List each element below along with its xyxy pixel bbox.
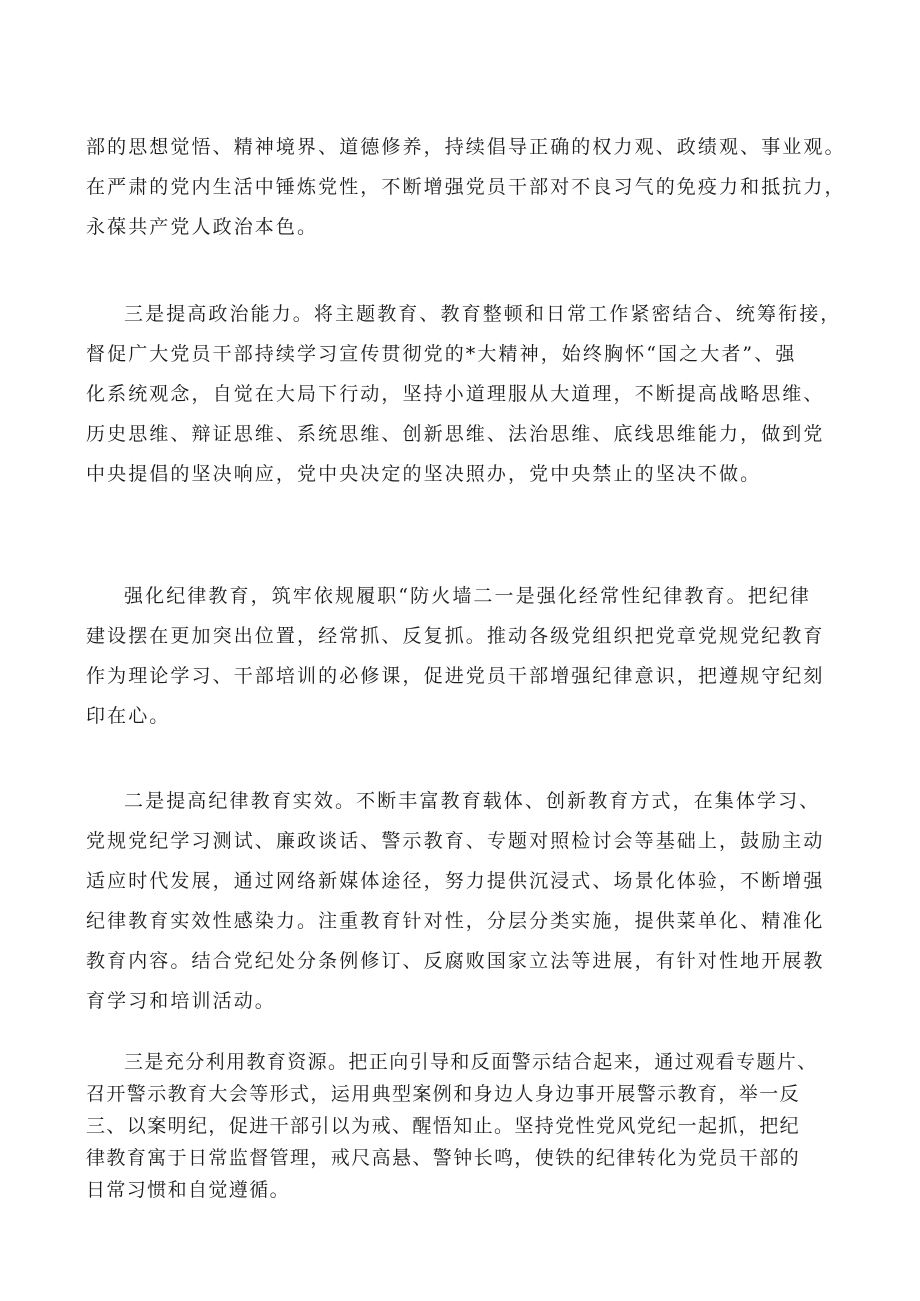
text-line: 纪律教育实效性感染力。注重教育针对性，分层分类实施，提供菜单化、精准化 [86, 910, 825, 932]
text-line: 印在心。 [86, 705, 171, 727]
text-line: 二是提高纪律教育实效。不断丰富教育载体、创新教育方式，在集体学习、 [124, 790, 821, 812]
text-line: 永葆共产党人政治本色。 [86, 216, 319, 238]
text-line: 教育内容。结合党纪处分条例修订、反腐败国家立法等进展，有针对性地开展教 [86, 950, 825, 972]
text-line: 三是充分利用教育资源。把正向引导和反面警示结合起来，通过观看专题片、 [124, 1051, 818, 1073]
text-line: 中央提倡的坚决响应，党中央决定的坚决照办，党中央禁止的坚决不做。 [86, 463, 762, 485]
text-line: 历史思维、辩证思维、系统思维、创新思维、法治思维、底线思维能力，做到党 [86, 423, 825, 445]
paragraph-discipline-education [86, 576, 856, 736]
text-line: 建设摆在更加突出位置，经常抓、反复抓。推动各级党组织把党章党规党纪教育 [86, 625, 825, 647]
text-line: 部的思想觉悟、精神境界、道德修养，持续倡导正确的权力观、政绩观、事业观。 [86, 136, 846, 158]
text-line: 三、以案明纪，促进干部引以为戒、醒悟知止。坚持党性党风党纪一起抓，把纪 [86, 1115, 801, 1137]
text-line: 督促广大党员干部持续学习宣传贯彻党的*大精神，始终胸怀“国之大者”、强 [86, 343, 797, 365]
text-line: 化系统观念，自觉在大局下行动，坚持小道理服从大道理，不断提高战略思维、 [86, 383, 825, 405]
text-line: 党规党纪学习测试、廉政谈话、警示教育、专题对照检讨会等基础上，鼓励主动 [86, 830, 825, 852]
text-line: 日常习惯和自觉遵循。 [86, 1179, 291, 1201]
text-line: 强化纪律教育，筑牢依规履职“防火墙二一是强化经常性纪律教育。把纪律 [124, 585, 812, 607]
paragraph-party-spirit [86, 127, 856, 247]
text-line: 三是提高政治能力。将主题教育、教育整顿和日常工作紧密结合、统筹衔接， [124, 303, 842, 325]
text-line: 在严肃的党内生活中锤炼党性，不断增强党员干部对不良习气的免疫力和抵抗力， [86, 176, 846, 198]
paragraph-education-effectiveness [86, 781, 856, 1021]
paragraph-political-ability [86, 294, 856, 494]
text-line: 律教育寓于日常监督管理，戒尺高悬、警钟长鸣，使铁的纪律转化为党员干部的 [86, 1147, 801, 1169]
paragraph-education-resources [86, 1046, 856, 1206]
text-line: 育学习和培训活动。 [86, 990, 276, 1012]
text-line: 作为理论学习、干部培训的必修课，促进党员干部增强纪律意识，把遵规守纪刻 [86, 665, 825, 687]
text-line: 适应时代发展，通过网络新媒体途径，努力提供沉浸式、场景化体验，不断增强 [86, 870, 825, 892]
text-line: 召开警示教育大会等形式，运用典型案例和身边人身边事开展警示教育，举一反 [86, 1083, 801, 1105]
